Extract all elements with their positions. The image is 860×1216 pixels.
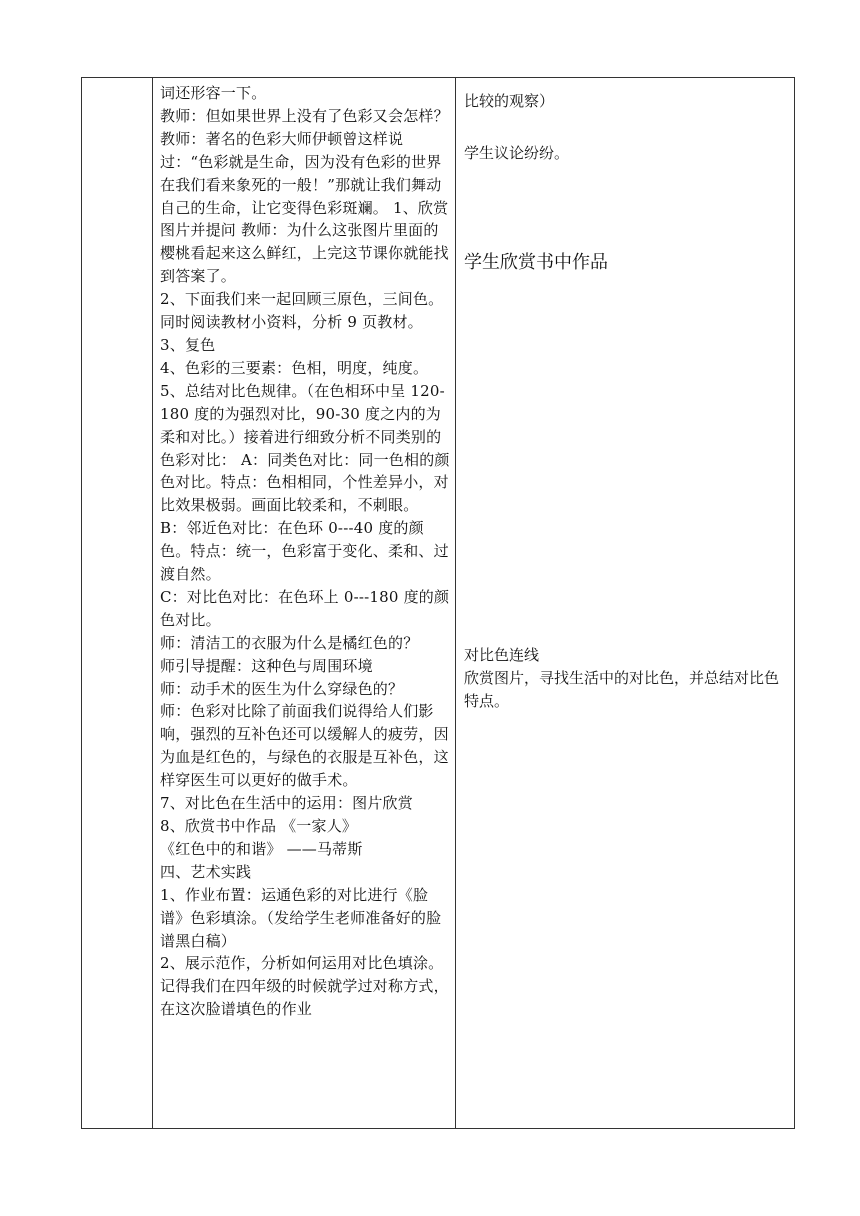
teacher-text-16: 2、展示范作，分析如何运用对比色填涂。记得我们在四年级的时候就学过对称方式，在这次脸谱填色的作业 (160, 954, 449, 1019)
student-discuss-text: 学生议论纷纷。 (464, 144, 570, 162)
teacher-text-13: 《红色中的和谐》 ——马蒂斯 (160, 839, 363, 858)
teacher-text-8: 师引导提醒：这种色与周围环境 (160, 656, 373, 675)
column-divider-2 (455, 77, 456, 1129)
teacher-text-12: 8、欣赏书中作品 《一家人》 (160, 817, 358, 835)
column-divider-1 (152, 77, 153, 1129)
teacher-text-4: 5、总结对比色规律。（在色相环中呈 120-180 度的为强烈对比，90-30 度之内的为柔和对比。）接着进行细致分析不同类别的色彩对比： A：同类色对比：同一色相的颜色对比。特点：色相相同，个性差异小，对比效果极弱。画面比较柔和，不刺眼。 (160, 381, 450, 515)
table-top-border (81, 77, 795, 78)
teacher-text-15: 1、作业布置：运通色彩的对比进行《脸谱》色彩填涂。（发给学生老师准备好的脸谱黑白稿） (160, 885, 442, 950)
teacher-text-6: C：对比色对比：在色环上 0---180 度的颜色对比。 (160, 587, 450, 629)
teacher-text-3: 4、色彩的三要素：色相，明度，纯度。 (160, 358, 429, 377)
student-appreciate-text: 学生欣赏书中作品 (464, 252, 608, 273)
teacher-text-0: 词还形容一下。 (160, 84, 267, 102)
teacher-text-5: B：邻近色对比：在色环 0---40 度的颜色。特点：统一，色彩富于变化、柔和、过渡自然。 (160, 519, 449, 584)
contrast-match-title: 对比色连线 (464, 646, 540, 664)
teacher-text-9: 师：动手术的医生为什么穿绿色的？ (160, 679, 404, 698)
teacher-text-1: 教师：但如果世界上没有了色彩又会怎样？教师：著名的色彩大师伊顿曾这样说过：“色彩就是生命，因为没有色彩的世界在我们看来象死的一般！”那就让我们舞动自己的生命，让它变得色彩斑斓。 1、欣赏图片并提问 教师：为什么这张图片里面的樱桃看起来这么鲜红，上完这节课你就能找到答案了。 (160, 106, 449, 286)
teacher-text-7: 师：清洁工的衣服为什么是橘红色的？ (160, 633, 419, 652)
table-right-border (794, 77, 795, 1129)
student-observe-text: 比较的观察） (464, 92, 555, 110)
teacher-text-2: 2、下面我们来一起回顾三原色，三间色。同时阅读教材小资料，分析 9 页教材。 3、复色 (160, 290, 444, 354)
teacher-activity-cell (160, 82, 450, 1021)
contrast-match-desc: 欣赏图片，寻找生活中的对比色，并总结对比色特点。 (464, 669, 780, 710)
table-bottom-border (81, 1128, 795, 1129)
teacher-text-14: 四、艺术实践 (160, 862, 252, 881)
table-left-border (81, 77, 82, 1129)
teacher-text-10: 师：色彩对比除了前面我们说得给人们影响，强烈的互补色还可以缓解人的疲劳，因为血是红色的，与绿色的衣服是互补色，这样穿医生可以更好的做手术。 (160, 702, 449, 790)
teacher-text-11: 7、对比色在生活中的运用：图片欣赏 (160, 794, 413, 813)
